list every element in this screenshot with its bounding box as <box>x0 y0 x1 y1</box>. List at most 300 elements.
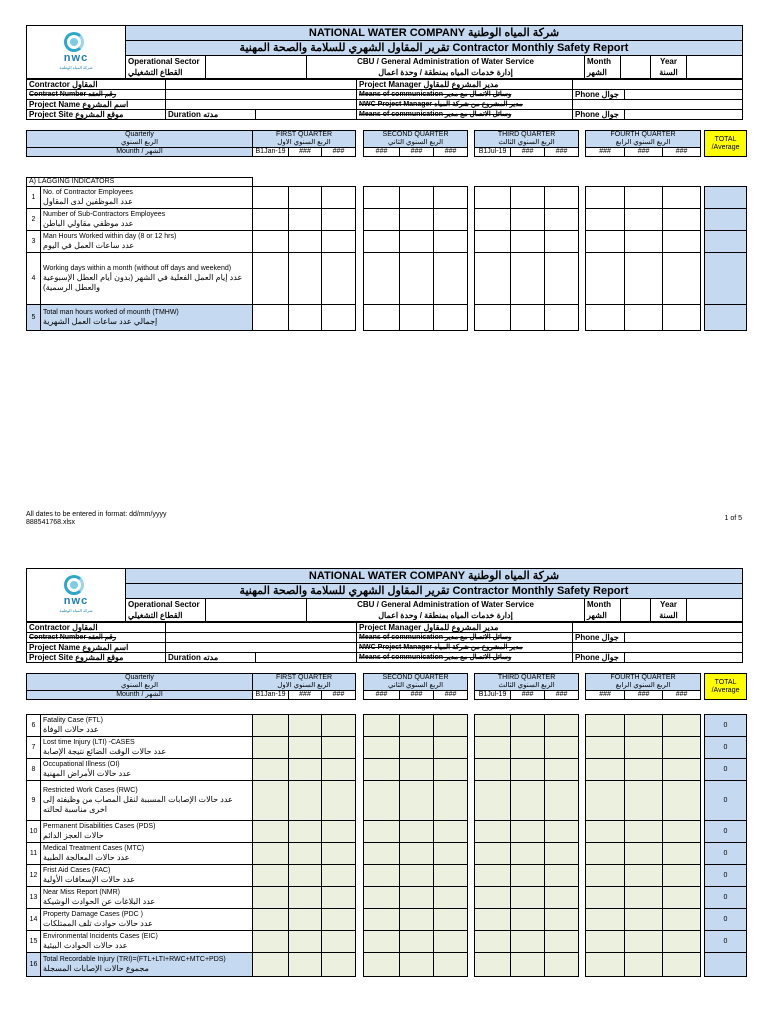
data-entry-cell[interactable] <box>586 715 625 737</box>
indicator-label-ar: عدد الموظفين لدى المقاول <box>43 196 133 206</box>
month-cell[interactable]: ### <box>663 148 701 157</box>
data-entry-cell[interactable] <box>400 781 434 821</box>
data-entry-cell[interactable] <box>625 187 663 209</box>
month-cell[interactable]: B1Jul-19 <box>475 148 511 157</box>
data-entry-cell[interactable] <box>400 865 434 887</box>
data-entry-cell[interactable] <box>545 231 579 253</box>
data-entry-cell[interactable] <box>434 305 468 331</box>
data-entry-cell[interactable] <box>253 865 289 887</box>
means-comm-label: Means of communication وسائل الاتصال مع مدير <box>357 633 573 643</box>
data-entry-cell[interactable] <box>475 887 511 909</box>
data-entry-cell[interactable] <box>586 253 625 305</box>
data-entry-cell[interactable] <box>663 953 701 977</box>
data-entry-cell[interactable] <box>625 759 663 781</box>
row-number: 2 <box>27 209 41 231</box>
data-entry-cell[interactable] <box>475 209 511 231</box>
data-entry-cell[interactable] <box>586 953 625 977</box>
indicator-label-en: Working days within a month (without off days and weekend) <box>43 264 232 272</box>
data-entry-cell[interactable] <box>545 187 579 209</box>
data-entry-cell[interactable] <box>434 737 468 759</box>
data-entry-cell[interactable] <box>625 865 663 887</box>
data-entry-cell[interactable] <box>663 209 701 231</box>
q4-label-ar: الربع السنوي الرابع <box>586 139 701 148</box>
data-entry-cell[interactable] <box>545 781 579 821</box>
data-entry-cell[interactable] <box>322 231 356 253</box>
data-entry-cell[interactable] <box>663 909 701 931</box>
data-entry-cell[interactable] <box>663 737 701 759</box>
data-entry-cell[interactable] <box>289 843 322 865</box>
q2-label-ar: الربع السنوي الثاني <box>364 682 468 691</box>
data-entry-cell[interactable] <box>322 305 356 331</box>
duration-field[interactable] <box>256 110 357 120</box>
data-entry-cell[interactable] <box>322 781 356 821</box>
data-entry-cell[interactable] <box>625 821 663 843</box>
month-cell[interactable]: ### <box>400 691 434 700</box>
project-manager-label: Project Manager مدير المشروع للمقاول <box>357 80 573 90</box>
project-name-field[interactable] <box>166 100 357 110</box>
data-entry-cell[interactable] <box>289 887 322 909</box>
contract-number-field[interactable] <box>166 90 357 100</box>
indicator-label-en: Total man hours worked of mounth (TMHW) <box>43 308 179 316</box>
data-entry-cell[interactable] <box>253 843 289 865</box>
data-entry-cell[interactable] <box>663 759 701 781</box>
report-header <box>26 568 743 622</box>
data-entry-cell[interactable] <box>586 231 625 253</box>
nwc-pm-field[interactable] <box>573 643 743 653</box>
data-entry-cell[interactable] <box>625 305 663 331</box>
data-entry-cell[interactable] <box>322 909 356 931</box>
month-cell[interactable]: B1Jul-19 <box>475 691 511 700</box>
data-entry-cell[interactable] <box>475 865 511 887</box>
data-entry-cell[interactable] <box>475 843 511 865</box>
data-entry-cell[interactable] <box>434 931 468 953</box>
duration-field[interactable] <box>256 653 357 663</box>
data-entry-cell[interactable] <box>511 253 545 305</box>
data-entry-cell[interactable] <box>475 909 511 931</box>
phone2-field[interactable] <box>625 110 743 120</box>
phone2-label: Phone جوال <box>573 110 625 120</box>
row-number: 8 <box>27 759 41 781</box>
data-entry-cell[interactable] <box>253 187 289 209</box>
data-entry-cell[interactable] <box>364 715 400 737</box>
q3-label-ar: الربع السنوي الثالث <box>475 139 579 148</box>
data-entry-cell[interactable] <box>434 759 468 781</box>
report-title: تقرير المقاول الشهري للسلامة والصحة المهنية Contractor Monthly Safety Report <box>126 41 743 56</box>
data-entry-cell[interactable] <box>625 931 663 953</box>
row-total: 0 <box>705 781 747 821</box>
indicator-label-ar: عدد إيام العمل الفعلية في الشهر (بدون أيام العطل الإسبوعية والعطل الرسمية) <box>43 272 243 292</box>
data-entry-cell[interactable] <box>434 909 468 931</box>
data-entry-cell[interactable] <box>586 737 625 759</box>
row-number: 9 <box>27 781 41 821</box>
data-entry-cell[interactable] <box>545 253 579 305</box>
data-entry-cell[interactable] <box>253 821 289 843</box>
lagging-indicators-title: A) LAGGING INDICATORS <box>27 178 253 187</box>
company-name: NATIONAL WATER COMPANY شركة المياه الوطنية <box>126 26 743 41</box>
project-manager-label: Project Manager مدير المشروع للمقاول <box>357 623 573 633</box>
data-entry-cell[interactable] <box>586 931 625 953</box>
data-entry-cell[interactable] <box>400 231 434 253</box>
cbu-label: CBU / General Administration of Water Service <box>307 599 585 610</box>
data-entry-cell[interactable] <box>400 737 434 759</box>
month-cell[interactable]: ### <box>364 691 400 700</box>
month-label: Month <box>585 599 621 610</box>
quarterly-label: Quarterly <box>27 674 253 683</box>
year-field[interactable] <box>687 599 743 622</box>
data-entry-cell[interactable] <box>475 305 511 331</box>
data-entry-cell[interactable] <box>663 931 701 953</box>
data-entry-cell[interactable] <box>586 759 625 781</box>
project-site-label: Project Site موقع المشروع <box>27 110 166 120</box>
data-entry-cell[interactable] <box>475 759 511 781</box>
indicator-label-en: Medical Treatment Cases (MTC) <box>43 844 145 852</box>
data-entry-cell[interactable] <box>322 759 356 781</box>
data-entry-cell[interactable] <box>511 759 545 781</box>
data-entry-cell[interactable] <box>289 253 322 305</box>
project-name-label: Project Name اسم المشروع <box>27 643 166 653</box>
row-total: 0 <box>705 931 747 953</box>
op-sector-field[interactable] <box>206 56 307 79</box>
data-entry-cell[interactable] <box>364 231 400 253</box>
contractor-field[interactable] <box>166 80 357 90</box>
data-entry-cell[interactable] <box>253 737 289 759</box>
data-entry-cell[interactable] <box>586 821 625 843</box>
incident-row <box>27 781 747 821</box>
indicator-label-en: Occupational Illness (OI) <box>43 760 120 768</box>
q3-label: THIRD QUARTER <box>475 131 579 140</box>
data-entry-cell[interactable] <box>545 887 579 909</box>
data-entry-cell[interactable] <box>400 953 434 977</box>
data-entry-cell[interactable] <box>289 737 322 759</box>
op-sector-field[interactable] <box>206 599 307 622</box>
data-entry-cell[interactable] <box>625 781 663 821</box>
data-entry-cell[interactable] <box>475 781 511 821</box>
data-entry-cell[interactable] <box>511 909 545 931</box>
data-entry-cell[interactable] <box>434 953 468 977</box>
data-entry-cell[interactable] <box>511 715 545 737</box>
data-entry-cell[interactable] <box>545 305 579 331</box>
data-entry-cell[interactable] <box>400 909 434 931</box>
data-entry-cell[interactable] <box>663 781 701 821</box>
data-entry-cell[interactable] <box>434 887 468 909</box>
month-cell[interactable]: ### <box>625 148 663 157</box>
means-comm2-label: Means of communication وسائل الاتصال مع مدير <box>357 653 573 663</box>
data-entry-cell[interactable] <box>663 231 701 253</box>
data-entry-cell[interactable] <box>625 715 663 737</box>
data-entry-cell[interactable] <box>625 953 663 977</box>
data-entry-cell[interactable] <box>364 737 400 759</box>
data-entry-cell[interactable] <box>364 209 400 231</box>
data-entry-cell[interactable] <box>253 759 289 781</box>
data-entry-cell[interactable] <box>475 715 511 737</box>
data-entry-cell[interactable] <box>625 737 663 759</box>
data-entry-cell[interactable] <box>322 843 356 865</box>
project-name-label: Project Name اسم المشروع <box>27 100 166 110</box>
data-entry-cell[interactable] <box>289 187 322 209</box>
data-entry-cell[interactable] <box>322 821 356 843</box>
data-entry-cell[interactable] <box>586 305 625 331</box>
data-entry-cell[interactable] <box>364 305 400 331</box>
data-entry-cell[interactable] <box>364 931 400 953</box>
data-entry-cell[interactable] <box>511 865 545 887</box>
month-cell[interactable]: ### <box>545 691 579 700</box>
month-label: Month <box>585 56 621 67</box>
data-entry-cell[interactable] <box>625 843 663 865</box>
contract-number-field[interactable] <box>166 633 357 643</box>
data-entry-cell[interactable] <box>289 865 322 887</box>
data-entry-cell[interactable] <box>289 305 322 331</box>
data-entry-cell[interactable] <box>434 187 468 209</box>
data-entry-cell[interactable] <box>545 821 579 843</box>
quarters-header <box>26 130 747 157</box>
data-entry-cell[interactable] <box>434 821 468 843</box>
data-entry-cell[interactable] <box>400 887 434 909</box>
indicator-description <box>41 931 253 953</box>
data-entry-cell[interactable] <box>511 737 545 759</box>
data-entry-cell[interactable] <box>545 759 579 781</box>
row-number: 14 <box>27 909 41 931</box>
data-entry-cell[interactable] <box>400 821 434 843</box>
data-entry-cell[interactable] <box>400 931 434 953</box>
data-entry-cell[interactable] <box>253 953 289 977</box>
page-footer <box>26 511 742 527</box>
data-entry-cell[interactable] <box>322 737 356 759</box>
op-sector-label-ar: القطاع التشغيلي <box>126 610 206 622</box>
month-cell[interactable]: ### <box>511 148 545 157</box>
data-entry-cell[interactable] <box>434 209 468 231</box>
data-entry-cell[interactable] <box>625 209 663 231</box>
data-entry-cell[interactable] <box>511 187 545 209</box>
data-entry-cell[interactable] <box>663 715 701 737</box>
data-entry-cell[interactable] <box>586 909 625 931</box>
data-entry-cell[interactable] <box>545 737 579 759</box>
indicator-label-ar: عدد حالات الإسعافات الأولية <box>43 874 136 884</box>
data-entry-cell[interactable] <box>289 209 322 231</box>
data-entry-cell[interactable] <box>253 209 289 231</box>
data-entry-cell[interactable] <box>545 931 579 953</box>
data-entry-cell[interactable] <box>253 715 289 737</box>
means-comm-label: Means of communication وسائل الاتصال مع مدير <box>357 90 573 100</box>
data-entry-cell[interactable] <box>475 187 511 209</box>
month-cell[interactable]: ### <box>434 148 468 157</box>
data-entry-cell[interactable] <box>253 253 289 305</box>
indicator-label-ar: إجمالي عدد ساعات العمل الشهرية <box>43 316 158 326</box>
month-cell[interactable]: ### <box>289 148 322 157</box>
data-entry-cell[interactable] <box>586 781 625 821</box>
data-entry-cell[interactable] <box>545 865 579 887</box>
data-entry-cell[interactable] <box>625 909 663 931</box>
data-entry-cell[interactable] <box>475 737 511 759</box>
data-entry-cell[interactable] <box>322 253 356 305</box>
data-entry-cell[interactable] <box>364 187 400 209</box>
company-name: NATIONAL WATER COMPANY شركة المياه الوطنية <box>126 569 743 584</box>
data-entry-cell[interactable] <box>663 821 701 843</box>
month-cell[interactable]: B1Jan-19 <box>253 691 289 700</box>
data-entry-cell[interactable] <box>586 865 625 887</box>
data-entry-cell[interactable] <box>434 715 468 737</box>
data-entry-cell[interactable] <box>475 931 511 953</box>
data-entry-cell[interactable] <box>289 715 322 737</box>
data-entry-cell[interactable] <box>475 821 511 843</box>
data-entry-cell[interactable] <box>364 865 400 887</box>
data-entry-cell[interactable] <box>400 715 434 737</box>
project-manager-field[interactable] <box>573 623 743 633</box>
data-entry-cell[interactable] <box>400 843 434 865</box>
month-cell[interactable]: ### <box>434 691 468 700</box>
total-average-label: TOTAL /Average <box>705 131 747 157</box>
data-entry-cell[interactable] <box>545 715 579 737</box>
data-entry-cell[interactable] <box>364 887 400 909</box>
data-entry-cell[interactable] <box>511 931 545 953</box>
phone-field[interactable] <box>625 633 743 643</box>
data-entry-cell[interactable] <box>322 953 356 977</box>
data-entry-cell[interactable] <box>663 187 701 209</box>
project-manager-field[interactable] <box>573 80 743 90</box>
data-entry-cell[interactable] <box>364 759 400 781</box>
data-entry-cell[interactable] <box>364 843 400 865</box>
month-cell[interactable]: ### <box>289 691 322 700</box>
row-number: 12 <box>27 865 41 887</box>
indicator-description <box>41 231 253 253</box>
data-entry-cell[interactable] <box>625 887 663 909</box>
data-entry-cell[interactable] <box>586 209 625 231</box>
data-entry-cell[interactable] <box>322 187 356 209</box>
month-cell[interactable]: ### <box>322 691 356 700</box>
data-entry-cell[interactable] <box>511 887 545 909</box>
data-entry-cell[interactable] <box>434 231 468 253</box>
data-entry-cell[interactable] <box>663 865 701 887</box>
month-cell[interactable]: ### <box>663 691 701 700</box>
month-cell[interactable]: ### <box>364 148 400 157</box>
month-cell[interactable]: ### <box>400 148 434 157</box>
month-cell[interactable]: ### <box>322 148 356 157</box>
month-field[interactable] <box>621 599 651 622</box>
data-entry-cell[interactable] <box>475 953 511 977</box>
data-entry-cell[interactable] <box>253 909 289 931</box>
q4-label-ar: الربع السنوي الرابع <box>586 682 701 691</box>
data-entry-cell[interactable] <box>289 931 322 953</box>
data-entry-cell[interactable] <box>253 781 289 821</box>
data-entry-cell[interactable] <box>511 953 545 977</box>
data-entry-cell[interactable] <box>545 953 579 977</box>
phone-field[interactable] <box>625 90 743 100</box>
data-entry-cell[interactable] <box>663 305 701 331</box>
phone2-field[interactable] <box>625 653 743 663</box>
data-entry-cell[interactable] <box>400 759 434 781</box>
data-entry-cell[interactable] <box>434 843 468 865</box>
data-entry-cell[interactable] <box>625 231 663 253</box>
data-entry-cell[interactable] <box>511 843 545 865</box>
data-entry-cell[interactable] <box>434 781 468 821</box>
month-cell[interactable]: ### <box>586 691 625 700</box>
row-total <box>705 209 747 231</box>
data-entry-cell[interactable] <box>511 781 545 821</box>
data-entry-cell[interactable] <box>434 865 468 887</box>
month-cell[interactable]: ### <box>625 691 663 700</box>
month-field[interactable] <box>621 56 651 79</box>
data-entry-cell[interactable] <box>364 781 400 821</box>
data-entry-cell[interactable] <box>545 909 579 931</box>
data-entry-cell[interactable] <box>663 887 701 909</box>
indicator-label-ar: عدد حالات حوادث تلف الممتلكات <box>43 918 153 928</box>
data-entry-cell[interactable] <box>586 887 625 909</box>
data-entry-cell[interactable] <box>289 953 322 977</box>
data-entry-cell[interactable] <box>545 843 579 865</box>
year-field[interactable] <box>687 56 743 79</box>
data-entry-cell[interactable] <box>289 781 322 821</box>
indicator-label-ar: عدد البلاغات عن الحوادث الوشيكة <box>43 896 156 906</box>
month-cell[interactable]: ### <box>545 148 579 157</box>
q3-label: THIRD QUARTER <box>475 674 579 683</box>
data-entry-cell[interactable] <box>400 187 434 209</box>
contractor-field[interactable] <box>166 623 357 633</box>
data-entry-cell[interactable] <box>322 209 356 231</box>
data-entry-cell[interactable] <box>475 253 511 305</box>
row-number: 3 <box>27 231 41 253</box>
row-total: 0 <box>705 843 747 865</box>
month-cell[interactable]: ### <box>586 148 625 157</box>
data-entry-cell[interactable] <box>253 305 289 331</box>
data-entry-cell[interactable] <box>289 759 322 781</box>
data-entry-cell[interactable] <box>511 821 545 843</box>
data-entry-cell[interactable] <box>322 865 356 887</box>
data-entry-cell[interactable] <box>364 253 400 305</box>
quarters-header <box>26 673 747 700</box>
row-number: 10 <box>27 821 41 843</box>
data-entry-cell[interactable] <box>322 931 356 953</box>
q1-label: FIRST QUARTER <box>253 674 356 683</box>
contract-number-label: Contract Number رقم العقد <box>27 90 166 100</box>
data-entry-cell[interactable] <box>511 231 545 253</box>
report-title: تقرير المقاول الشهري للسلامة والصحة المهنية Contractor Monthly Safety Report <box>126 584 743 599</box>
data-entry-cell[interactable] <box>545 209 579 231</box>
indicator-label-en: Restricted Work Cases (RWC) <box>43 786 138 794</box>
data-entry-cell[interactable] <box>322 715 356 737</box>
data-entry-cell[interactable] <box>289 821 322 843</box>
data-entry-cell[interactable] <box>253 931 289 953</box>
data-entry-cell[interactable] <box>625 253 663 305</box>
nwc-logo: nwc شركة المياه الوطنية <box>27 569 126 622</box>
month-cell[interactable]: B1Jan-19 <box>253 148 289 157</box>
incidents-table <box>26 714 747 977</box>
nwc-pm-field[interactable] <box>573 100 743 110</box>
incident-row <box>27 737 747 759</box>
data-entry-cell[interactable] <box>586 843 625 865</box>
month-cell[interactable]: ### <box>511 691 545 700</box>
project-name-field[interactable] <box>166 643 357 653</box>
data-entry-cell[interactable] <box>253 887 289 909</box>
data-entry-cell[interactable] <box>586 187 625 209</box>
data-entry-cell[interactable] <box>364 953 400 977</box>
data-entry-cell[interactable] <box>511 209 545 231</box>
data-entry-cell[interactable] <box>400 253 434 305</box>
data-entry-cell[interactable] <box>511 305 545 331</box>
row-number: 6 <box>27 715 41 737</box>
data-entry-cell[interactable] <box>434 253 468 305</box>
data-entry-cell[interactable] <box>663 843 701 865</box>
data-entry-cell[interactable] <box>400 305 434 331</box>
data-entry-cell[interactable] <box>289 909 322 931</box>
data-entry-cell[interactable] <box>364 909 400 931</box>
data-entry-cell[interactable] <box>400 209 434 231</box>
data-entry-cell[interactable] <box>253 231 289 253</box>
data-entry-cell[interactable] <box>322 887 356 909</box>
data-entry-cell[interactable] <box>289 231 322 253</box>
data-entry-cell[interactable] <box>475 231 511 253</box>
data-entry-cell[interactable] <box>663 253 701 305</box>
data-entry-cell[interactable] <box>364 821 400 843</box>
report-header <box>26 25 743 79</box>
